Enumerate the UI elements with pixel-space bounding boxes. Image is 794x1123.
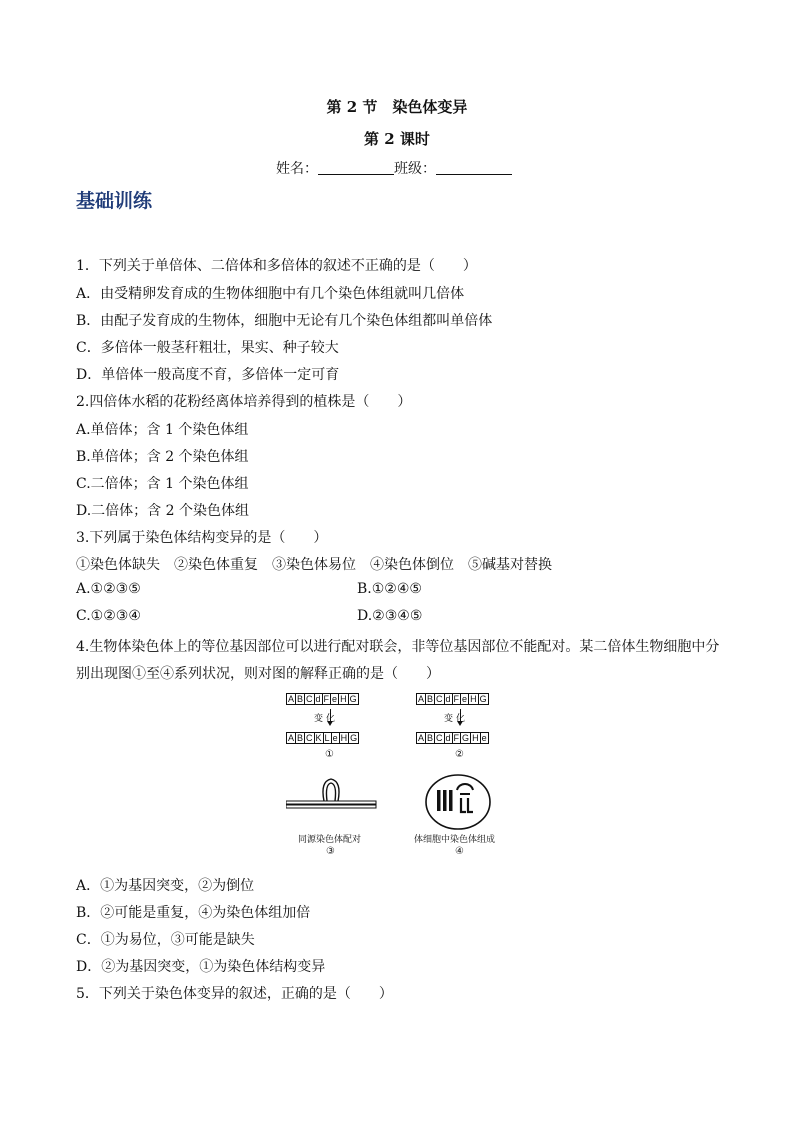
gene-cell: C [306, 733, 313, 743]
q4-stem-line2: 别出现图①至④系列状况，则对图的解释正确的是（ ） [76, 666, 440, 682]
gene-cell: H [340, 733, 348, 743]
gene-cell: d [315, 694, 321, 704]
gene-cell: B [297, 733, 304, 743]
gene-cell: C [436, 733, 443, 743]
gene-cell: H [470, 694, 477, 704]
diagram2-top-genes [416, 693, 488, 705]
diagram4-caption: 体细胞中染色体组成 [414, 835, 496, 845]
diagram1-bottom-genes [286, 732, 358, 744]
gene-cell: e [462, 694, 468, 704]
q3-option-c: C.①②③④ [76, 608, 141, 624]
diagram3-caption: 同源染色体配对 [298, 835, 362, 845]
diagram1-top-genes [286, 693, 358, 705]
q3-option-d: D.②③④⑤ [357, 608, 423, 624]
q2-stem: 2.四倍体水稻的花粉经离体培养得到的植株是（ ） [76, 394, 412, 410]
gene-cell: F [453, 733, 460, 743]
gene-cell: G [349, 694, 357, 704]
gene-cell: H [472, 733, 479, 743]
q1-stem: 1．下列关于单倍体、二倍体和多倍体的叙述不正确的是（ ） [76, 258, 477, 274]
gene-cell: A [418, 694, 425, 704]
gene-cell: e [332, 733, 338, 743]
gene-cell: B [427, 694, 434, 704]
page-subtitle: 第 2 课时 [364, 130, 430, 148]
q1-option-b: B．由配子发育成的生物体，细胞中无论有几个染色体组都叫单倍体 [76, 313, 493, 329]
gene-cell: G [462, 733, 470, 743]
gene-cell: B [427, 733, 434, 743]
class-label: 班级： [394, 161, 436, 177]
gene-cell: A [288, 733, 295, 743]
q4-option-d: D．②为基因突变，①为染色体结构变异 [76, 959, 326, 975]
name-blank[interactable] [318, 160, 394, 175]
class-blank[interactable] [436, 160, 512, 175]
page-title: 第 2 节 染色体变异 [326, 98, 468, 116]
q1-option-d: D．单倍体一般高度不育，多倍体一定可育 [76, 367, 340, 383]
q3-items: ①染色体缺失 ②染色体重复 ③染色体易位 ④染色体倒位 ⑤碱基对替换 [76, 557, 552, 573]
gene-cell: K [315, 733, 322, 743]
q3-stem: 3.下列属于染色体结构变异的是（ ） [76, 530, 328, 546]
gene-cell: H [340, 694, 347, 704]
gene-cell: d [445, 694, 451, 704]
section-heading: 基础训练 [76, 190, 153, 212]
diagram1-number: ① [325, 749, 334, 760]
q3-option-b: B.①②④⑤ [357, 581, 422, 597]
q3-option-a: A.①②③⑤ [76, 581, 141, 597]
gene-cell: A [418, 733, 425, 743]
q2-option-a: A.单倍体；含 1 个染色体组 [76, 422, 249, 438]
diagram4-number: ④ [455, 846, 464, 857]
gene-cell: C [306, 694, 313, 704]
q4-figure [286, 693, 516, 863]
gene-cell: G [350, 733, 358, 743]
q1-option-a: A．由受精卵发育成的生物体细胞中有几个染色体组就叫几倍体 [76, 286, 465, 302]
q5-stem: 5．下列关于染色体变异的叙述，正确的是（ ） [76, 986, 393, 1002]
q4-option-c: C．①为易位，③可能是缺失 [76, 932, 255, 948]
diagram4-cell [424, 773, 492, 831]
diagram2-change-label: 变 化 [444, 714, 465, 724]
gene-cell: C [436, 694, 443, 704]
q2-option-d: D.二倍体；含 2 个染色体组 [76, 503, 249, 519]
gene-cell: F [453, 694, 460, 704]
gene-cell: L [324, 733, 330, 743]
gene-cell: G [479, 694, 487, 704]
gene-cell: e [481, 733, 487, 743]
name-label: 姓名： [276, 161, 318, 177]
name-class-bar [276, 158, 512, 178]
diagram2-bottom-genes [416, 732, 488, 744]
gene-cell: B [297, 694, 304, 704]
gene-cell: F [323, 694, 330, 704]
diagram3-pairing-loop [286, 773, 378, 823]
diagram3-number: ③ [326, 846, 335, 857]
diagram1-change-label: 变 化 [314, 714, 335, 724]
q2-option-b: B.单倍体；含 2 个染色体组 [76, 449, 249, 465]
q4-option-b: B．②可能是重复，④为染色体组加倍 [76, 905, 311, 921]
diagram2-number: ② [455, 749, 464, 760]
gene-cell: A [288, 694, 295, 704]
q4-option-a: A．①为基因突变，②为倒位 [76, 878, 255, 894]
q4-stem-line1: 4.生物体染色体上的等位基因部位可以进行配对联会，非等位基因部位不能配对。某二倍体生物细胞中分 [76, 639, 720, 655]
gene-cell: d [445, 733, 451, 743]
q1-option-c: C．多倍体一般茎秆粗壮，果实、种子较大 [76, 340, 339, 356]
q2-option-c: C.二倍体；含 1 个染色体组 [76, 476, 249, 492]
gene-cell: e [332, 694, 338, 704]
